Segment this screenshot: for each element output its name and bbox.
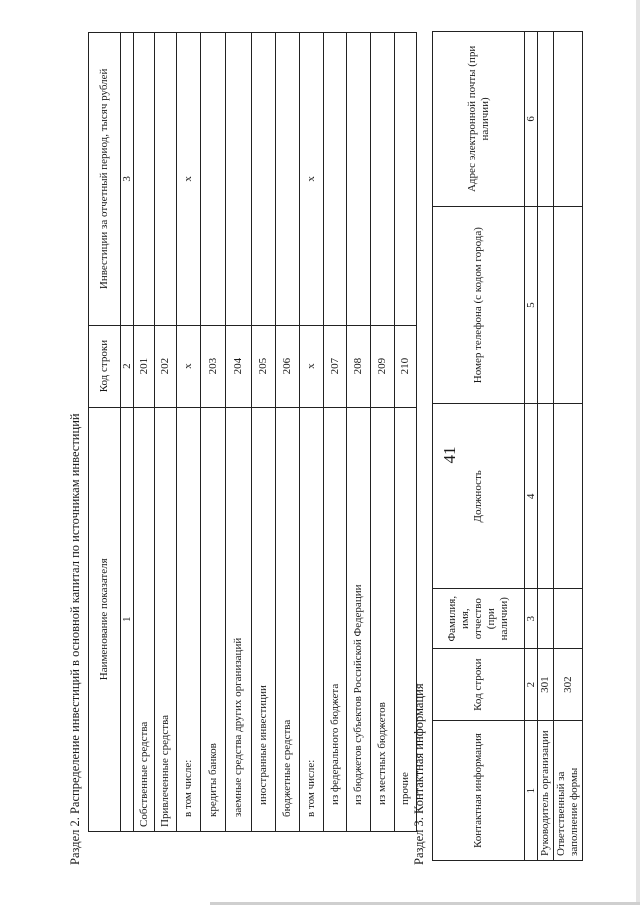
row-value[interactable] [324,33,347,326]
row-code: 301 [538,649,554,721]
row-name: бюджетные средства [276,407,300,831]
column-number: 1 [121,407,134,831]
row-code: 205 [252,325,276,407]
cell-phone[interactable] [538,206,554,404]
table-row [538,32,554,861]
row-name: в том числе: [300,407,324,831]
table-row [134,33,155,832]
table-row [554,32,583,861]
row-name: из бюджетов субъектов Российской Федерации [347,407,371,831]
row-code: 209 [371,325,395,407]
table-row [300,33,324,832]
column-number: 3 [525,589,538,649]
section3-title: Раздел 3. Контактная информация [412,683,426,865]
cell-full-name[interactable] [554,589,583,649]
section2-title: Раздел 2. Распределение инвестиций в основной капитал по источникам инвестиций [68,413,82,865]
cell-position[interactable] [554,404,583,589]
table-header-row [433,32,525,861]
table-row [201,33,226,832]
table-row [252,33,276,832]
row-code: 201 [134,325,155,407]
row-code: 207 [324,325,347,407]
table-row [324,33,347,832]
row-name: Собственные средства [134,407,155,831]
table-row [177,33,201,832]
header-position: Должность [433,404,525,589]
cell-phone[interactable] [554,206,583,404]
row-code: 203 [201,325,226,407]
row-code: 202 [155,325,177,407]
investment-sources-table [88,32,417,832]
row-value: x [177,33,201,326]
row-value[interactable] [201,33,226,326]
row-code: 204 [226,325,252,407]
row-value[interactable] [134,33,155,326]
column-number: 4 [525,404,538,589]
cell-position[interactable] [538,404,554,589]
cell-email[interactable] [554,32,583,207]
row-code: 206 [276,325,300,407]
row-name: заемные средства других организаций [226,407,252,831]
column-numbers-row [121,33,134,832]
column-number: 6 [525,32,538,207]
table-row [371,33,395,832]
row-name: из федерального бюджета [324,407,347,831]
column-number: 2 [525,649,538,721]
row-value[interactable] [276,33,300,326]
column-number: 5 [525,206,538,404]
row-value[interactable] [252,33,276,326]
row-name: прочие [395,407,417,831]
header-row-code: Код строки [89,325,121,407]
row-code: 302 [554,649,583,721]
row-value[interactable] [226,33,252,326]
column-number: 3 [121,33,134,326]
row-value: x [300,33,324,326]
row-value[interactable] [395,33,417,326]
column-number: 2 [121,325,134,407]
rotated-page [40,30,640,865]
row-name: Руководитель организации [538,721,554,861]
row-name: кредиты банков [201,407,226,831]
row-code: 210 [395,325,417,407]
row-code: 208 [347,325,371,407]
column-number: 1 [525,721,538,861]
header-full-name: Фамилия, имя, отчество (при наличии) [433,589,525,649]
row-name: Ответственный за заполнение формы [554,721,583,861]
header-phone: Номер телефона (с кодом города) [433,206,525,404]
table-row [155,33,177,832]
header-indicator-name: Наименование показателя [89,407,121,831]
column-numbers-row [525,32,538,861]
row-code: x [300,325,324,407]
table-row [226,33,252,832]
header-row-code: Код строки [433,649,525,721]
header-investments: Инвестиции за отчетный период, тысяч рублей [89,33,121,326]
header-contact-info: Контактная информация [433,721,525,861]
table-row [347,33,371,832]
header-email: Адрес электронной почты (при наличии) [433,32,525,207]
row-value[interactable] [155,33,177,326]
row-name: из местных бюджетов [371,407,395,831]
cell-email[interactable] [538,32,554,207]
row-name: в том числе: [177,407,201,831]
row-name: иностранные инвестиции [252,407,276,831]
row-value[interactable] [347,33,371,326]
table-header-row [89,33,121,832]
table-row [276,33,300,832]
row-value[interactable] [371,33,395,326]
contact-info-table [432,31,583,861]
row-name: Привлеченные средства [155,407,177,831]
cell-full-name[interactable] [538,589,554,649]
row-code: x [177,325,201,407]
page-number: 41 [440,446,459,464]
